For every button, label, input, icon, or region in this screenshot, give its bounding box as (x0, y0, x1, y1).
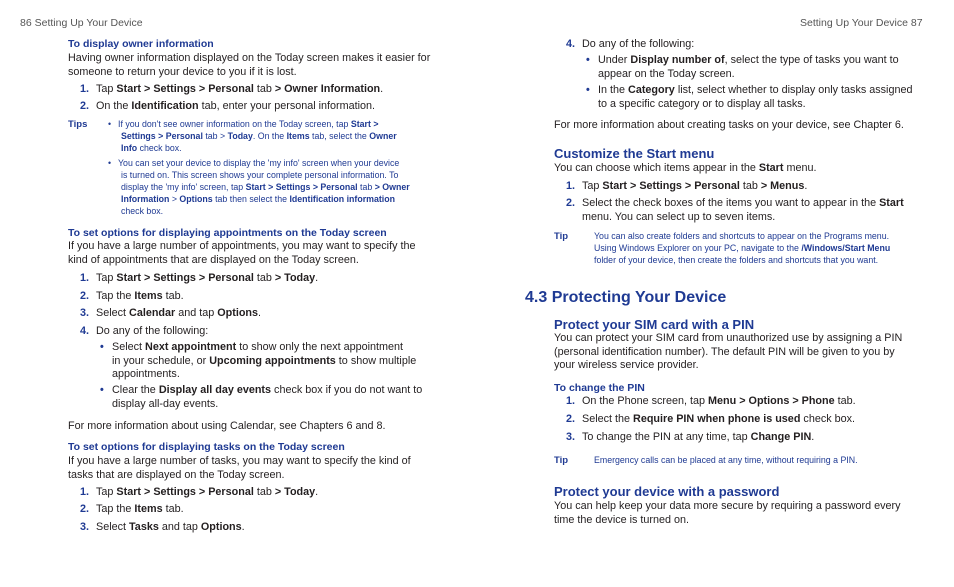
owner-tip-2: • You can set your device to display the 'my info' screen when your device is turned on. This screen shows your complete personal information. To display the 'my info' screen, tap Start > Settings > Personal tab > Owner Information > Options tab then select the Identification information check box. (108, 158, 410, 216)
tasks-step-4: 4. Do any of the following: (566, 38, 695, 50)
tasks-step-2: 2. Tap the Items tab. (80, 503, 184, 515)
appointments-step-1: 1. Tap Start > Settings > Personal tab > Today. (80, 272, 319, 284)
start-menu-heading: Customize the Start menu (554, 146, 715, 161)
tasks-step-1: 1. Tap Start > Settings > Personal tab > Today. (80, 486, 319, 498)
appointments-step-2: 2. Tap the Items tab. (80, 290, 184, 302)
password-intro: You can help keep your data more secure by requiring a password every time the device is turned on. (554, 500, 901, 526)
appointments-intro: If you have a large number of appointments, you may want to specify the kind of appointments that are displayed on the Today screen. (68, 240, 416, 266)
section-title: 4.3 Protecting Your Device (525, 289, 727, 306)
tasks-heading: To set options for displaying tasks on the Today screen (68, 441, 345, 453)
owner-step-2: 2. On the Identification tab, enter your personal information. (80, 100, 376, 112)
tasks-bullet-2: • In the Category list, select whether to display only tasks assigned to a specific category or to display all tasks. (586, 84, 913, 110)
owner-tip-1: • If you don't see owner information on the Today screen, tap Start > Settings > Personal tab > Today. On the Items tab, select the Owner Info check box. (108, 119, 397, 153)
pin-step-1: 1. On the Phone screen, tap Menu > Options > Phone tab. (566, 395, 856, 407)
start-menu-step-1: 1. Tap Start > Settings > Personal tab > Menus. (566, 180, 808, 192)
appointments-bullet-2: • Clear the Display all day events check box if you do not want to display all-day events. (100, 384, 423, 410)
start-menu-intro: You can choose which items appear in the Start menu. (554, 162, 817, 174)
pin-step-3: 3. To change the PIN at any time, tap Change PIN. (566, 431, 815, 443)
tasks-intro: If you have a large number of tasks, you may want to specify the kind of tasks that are displayed on the Today screen. (68, 455, 411, 481)
tasks-bullet-1: • Under Display number of, select the type of tasks you want to appear on the Today screen. (586, 54, 899, 80)
appointments-heading: To set options for displaying appointments on the Today screen (68, 227, 387, 239)
appointments-more-info: For more information about using Calendar, see Chapters 6 and 8. (68, 420, 386, 432)
owner-step-1: 1. Tap Start > Settings > Personal tab > Owner Information. (80, 83, 384, 95)
pin-step-2: 2. Select the Require PIN when phone is used check box. (566, 413, 856, 425)
owner-intro: Having owner information displayed on the Today screen makes it easier for someone to return your device to you if it is lost. (68, 52, 431, 78)
start-menu-tip-label: Tip (554, 231, 569, 242)
left-page-header: 86 Setting Up Your Device (20, 17, 143, 29)
start-menu-step-2: 2. Select the check boxes of the items you want to appear in the Start menu. You can select up to seven items. (566, 197, 904, 223)
change-pin-heading: To change the PIN (554, 382, 645, 394)
owner-heading: To display owner information (68, 38, 214, 50)
tasks-more-info: For more information about creating tasks on your device, see Chapter 6. (554, 119, 904, 131)
pin-tip: Emergency calls can be placed at any time, without requiring a PIN. (594, 455, 858, 465)
appointments-step-3: 3. Select Calendar and tap Options. (80, 307, 262, 319)
tips-label: Tips (68, 119, 88, 130)
sim-intro: You can protect your SIM card from unauthorized use by assigning a PIN (personal identification number). The default PIN will be given to you by your wireless service provider. (554, 332, 903, 371)
appointments-step-4: 4. Do any of the following: (80, 325, 209, 337)
right-page-header: Setting Up Your Device 87 (800, 17, 923, 29)
password-heading: Protect your device with a password (554, 484, 780, 499)
appointments-bullet-1: • Select Next appointment to show only the next appointment in your schedule, or Upcoming appointments to show multiple appointments. (100, 341, 417, 380)
start-menu-tip: You can also create folders and shortcuts to appear on the Programs menu. Using Windows Explorer on your PC, navigate to the /Windows/Start Menu folder of your device, then create the folders and shortcuts that you want. (594, 231, 891, 265)
pin-tip-label: Tip (554, 455, 569, 466)
sim-heading: Protect your SIM card with a PIN (554, 317, 755, 332)
tasks-step-3: 3. Select Tasks and tap Options. (80, 521, 245, 533)
